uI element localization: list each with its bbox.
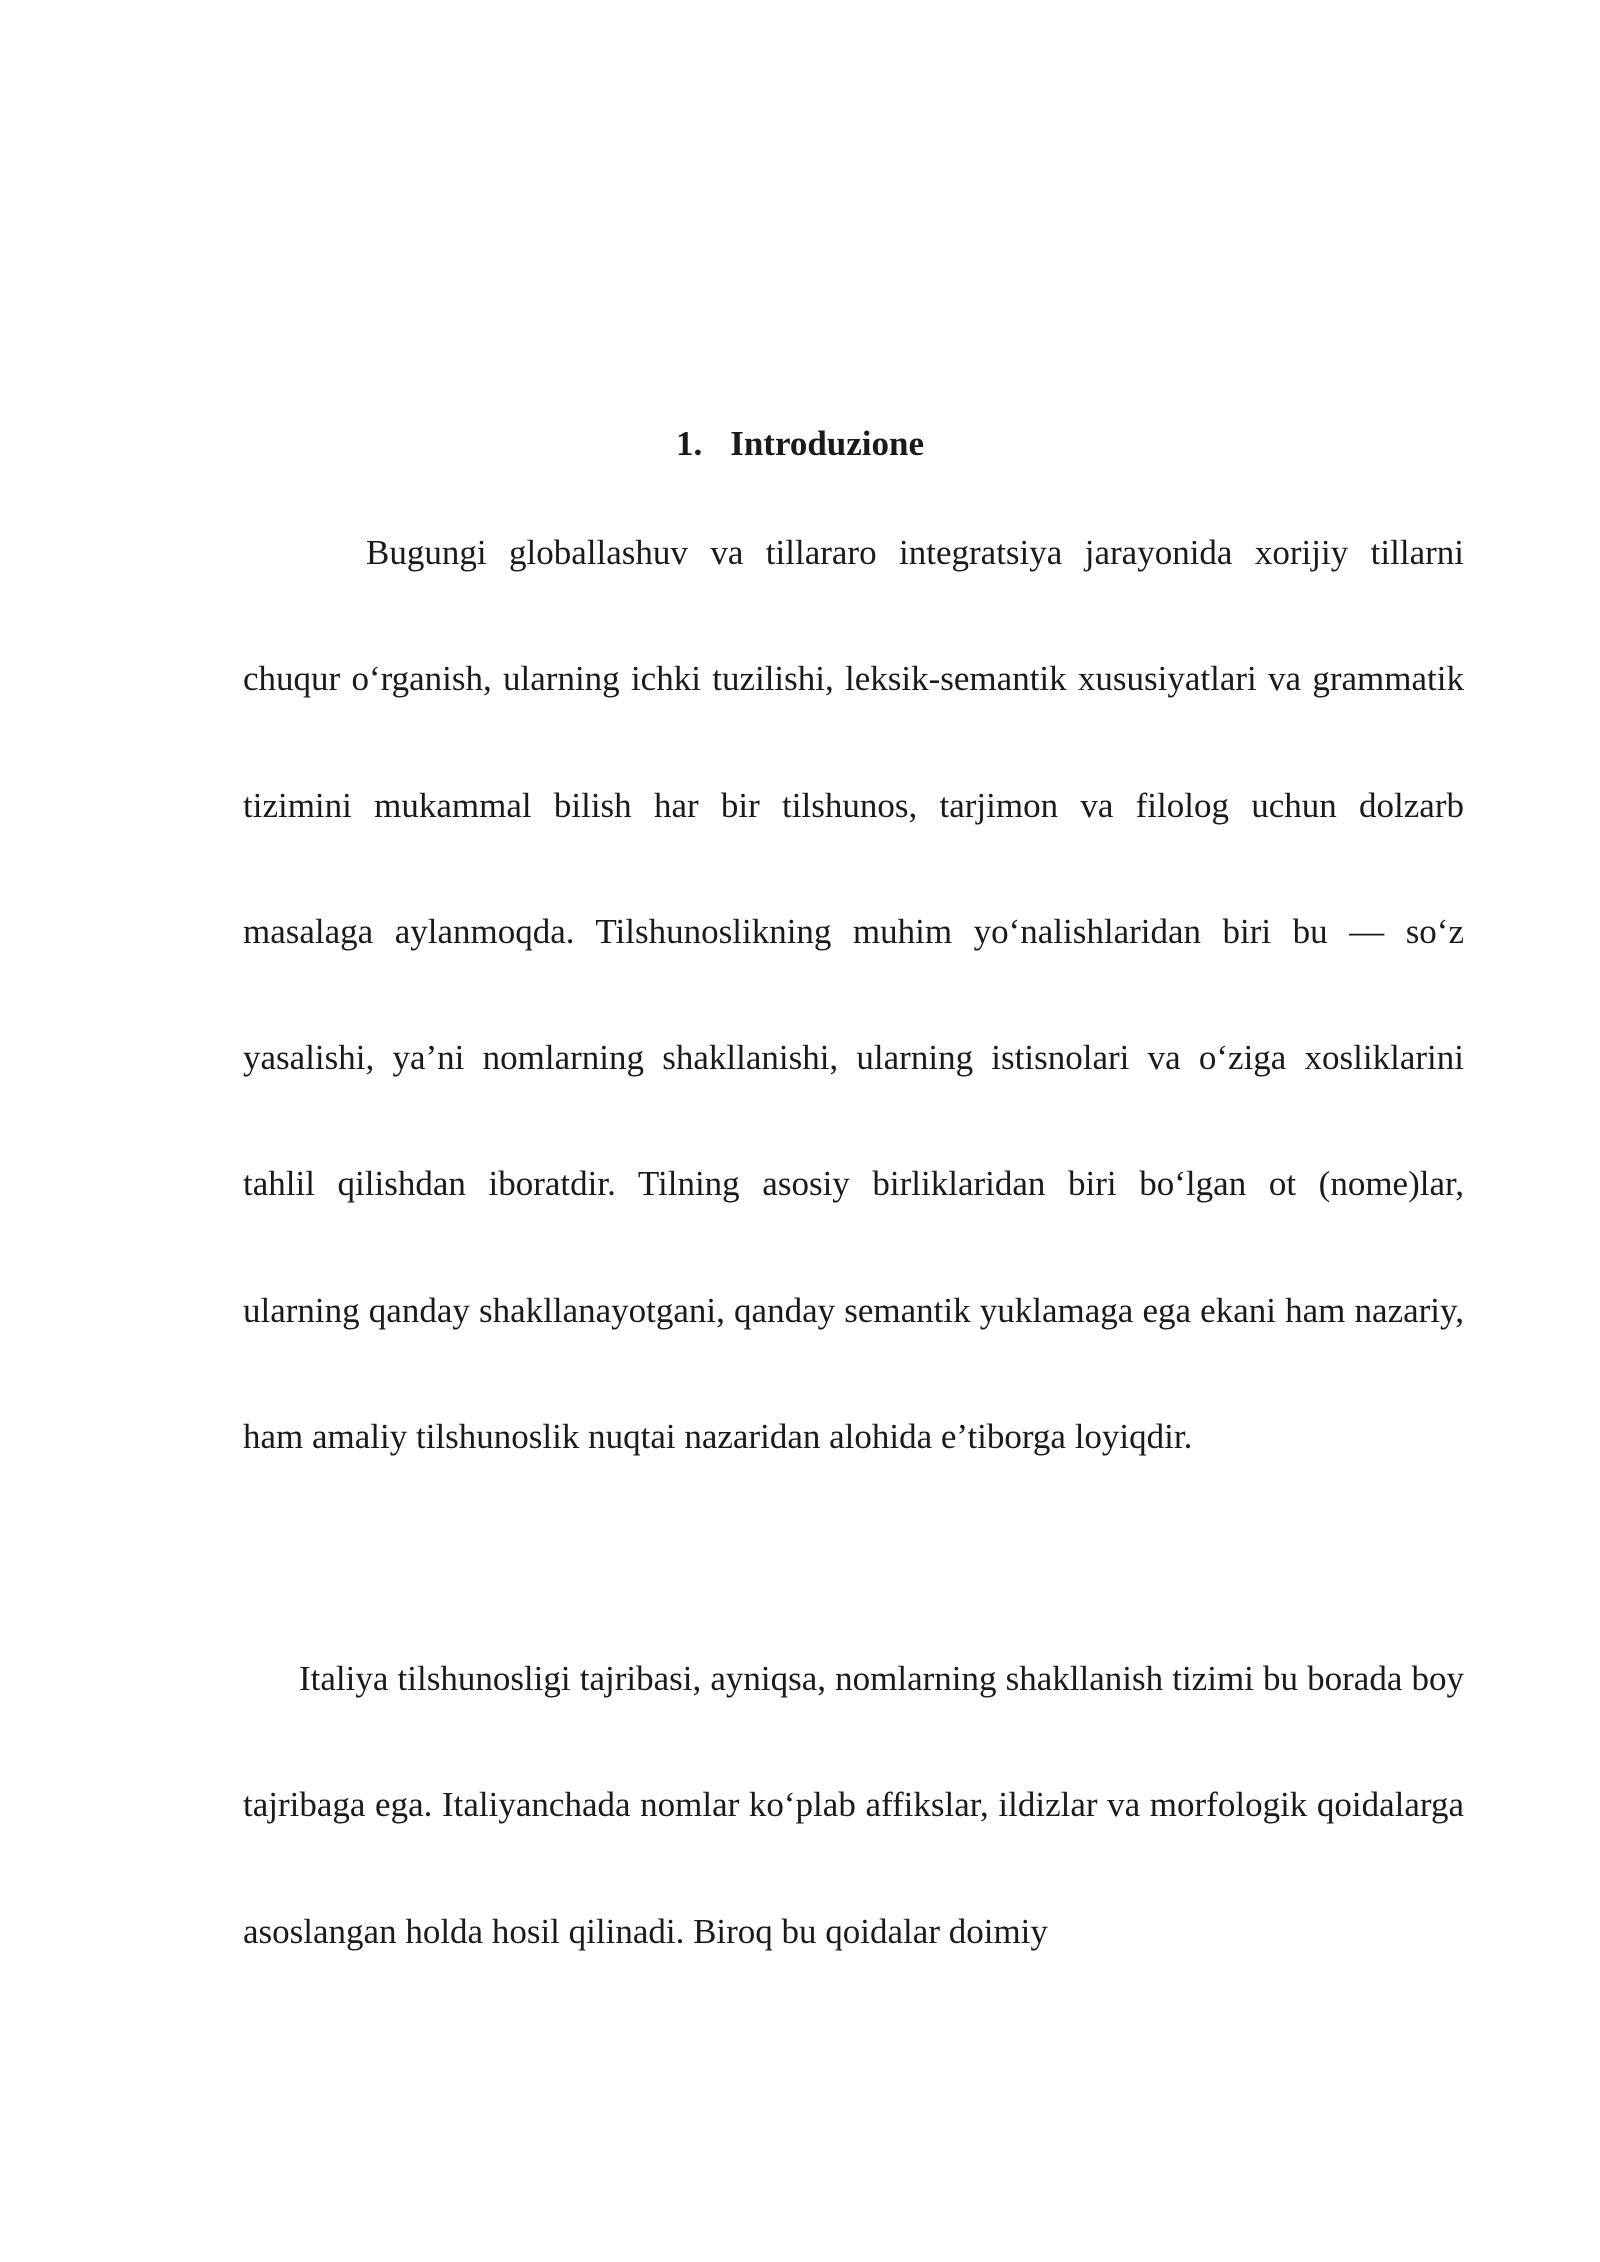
paragraph-2: Italiya tilshunosligi tajribasi, ayniqsa, nomlarning shakllanish tizimi bu borada boy tajribaga ega. Italiyanchada nomlar ko‘plab affikslar, ildizlar va morfologik qoidalarga asoslangan holda hosil qilinadi. Biroq bu qoidalar doimiy <box>243 1659 1464 1951</box>
paragraph-1: Bugungi globallashuv va tillararo integratsiya jarayonida xorijiy tillarni chuqur o‘rganish, ularning ichki tuzilishi, leksik-semantik xususiyatlari va grammatik tizimini mukammal bilish har bir tilshunos, tarjimon va filolog uchun dolzarb masalaga aylanmoqda. Tilshunoslikning muhim yo‘nalishlaridan biri bu — so‘z yasalishi, ya’ni nomlarning shakllanishi, ularning istisnolari va o‘ziga xosliklarini tahlil qilishdan iboratdir. Tilning asosiy birliklaridan biri bo‘lgan ot (nome)lar, ularning qanday shakllanayotgani, qanday semantik yuklamaga ega ekani ham nazariy, ham amaliy tilshunoslik nuqtai nazaridan alohida e’tiborga loyiqdir. <box>243 533 1464 1457</box>
section-number: 1. <box>675 424 703 463</box>
section-heading <box>0 422 1600 466</box>
section-title: Introduzione <box>730 424 925 463</box>
